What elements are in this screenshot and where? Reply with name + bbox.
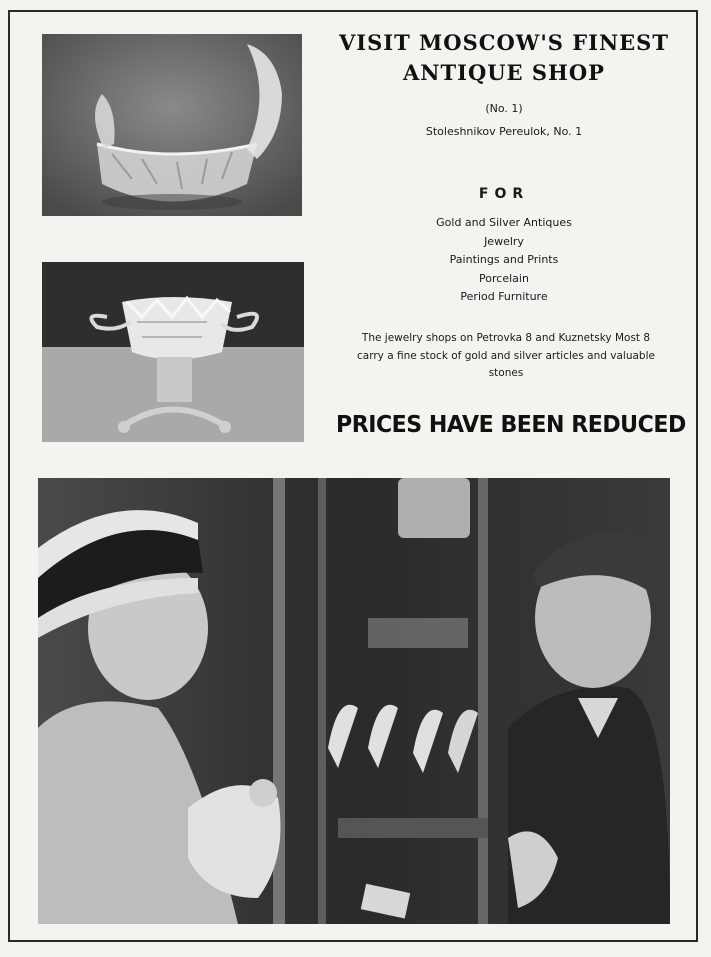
item-list	[318, 214, 690, 307]
crystal-vase-photo	[42, 262, 304, 442]
jewelry-shops-note	[336, 330, 676, 383]
for-heading: FOR	[478, 186, 530, 202]
note-line: The jewelry shops on Petrovka 8 and Kuznetsky Most 8	[361, 332, 651, 344]
note-line: stones	[488, 367, 524, 379]
headline-title-line-2: ANTIQUE SHOP	[403, 60, 605, 85]
list-item: Period Furniture	[460, 290, 548, 303]
note-line: carry a fine stock of gold and silver articles and valuable	[357, 349, 655, 362]
headline-title-line-1: VISIT MOSCOW'S FINEST	[339, 30, 669, 55]
crystal-swan-bowl-photo	[42, 34, 302, 216]
ad-text-column	[318, 28, 690, 379]
list-item: Jewelry	[484, 234, 524, 248]
prices-reduced-headline: PRICES HAVE BEEN REDUCED	[336, 412, 686, 438]
shop-number: (No. 1)	[485, 102, 523, 115]
shop-address: Stoleshnikov Pereulok, No. 1	[425, 125, 583, 138]
list-item: Porcelain	[479, 271, 529, 285]
list-item: Paintings and Prints	[449, 253, 559, 266]
list-item: Gold and Silver Antiques	[436, 216, 572, 229]
shop-counter-photo	[38, 478, 670, 924]
